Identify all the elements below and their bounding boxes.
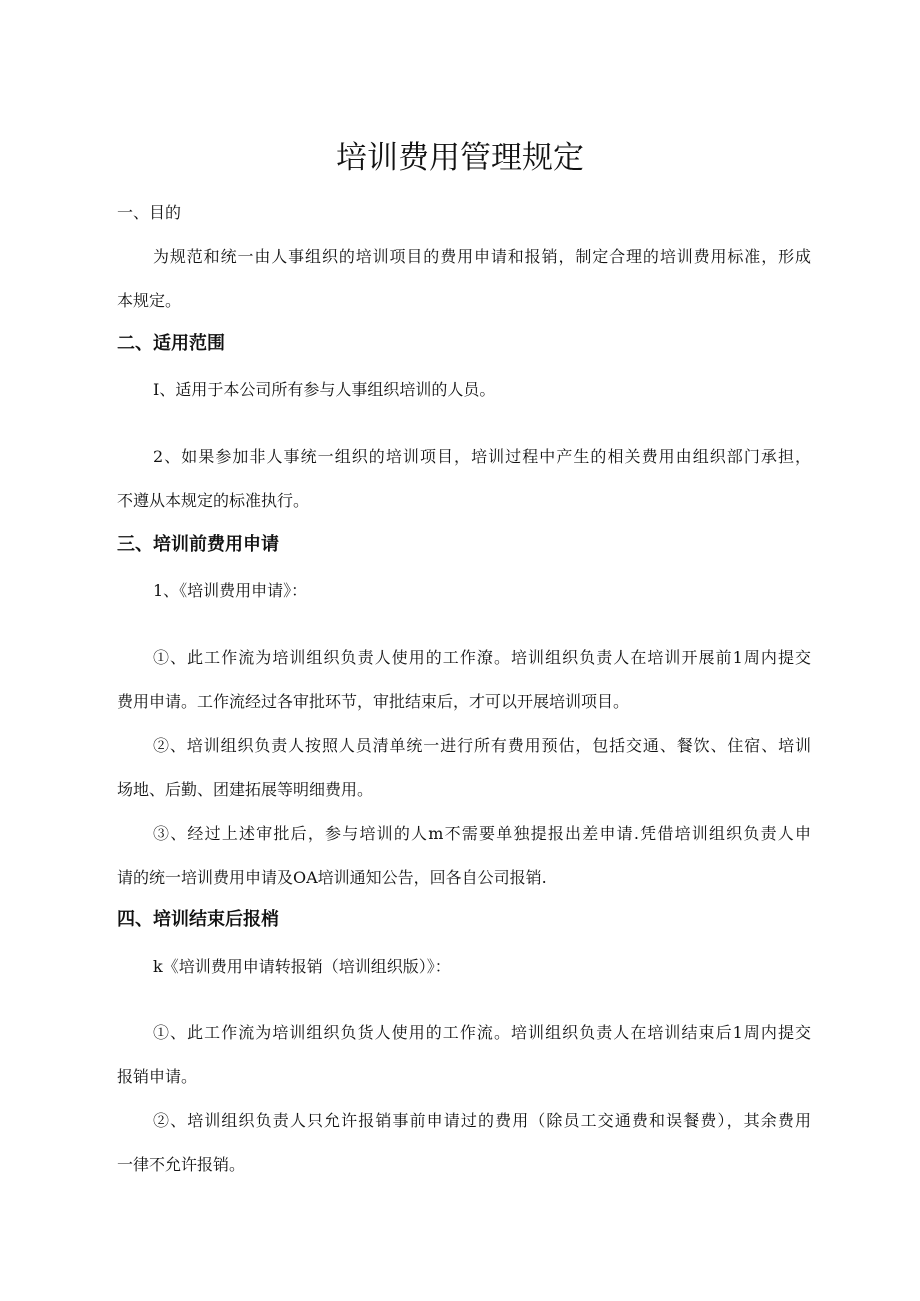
section-heading-post-training-reimbursement: 四、培训结束后报梢 bbox=[117, 909, 279, 930]
section-heading-scope: 二、适用范围 bbox=[117, 333, 225, 354]
clause-line: 报销申请。 bbox=[117, 1067, 198, 1086]
document-title: 培训费用管理规定 bbox=[336, 140, 584, 176]
purpose-paragraph-line: 本规定。 bbox=[117, 291, 182, 310]
purpose-paragraph-line: 为规范和统一由人事组织的培训项目的费用申请和报销，制定合理的培训费用标准，形成 bbox=[153, 247, 811, 266]
clause-line: 费用申请。工作流经过各审批环节，审批结束后，才可以开展培训项目。 bbox=[117, 692, 630, 711]
subsection-title: k《培训费用申请转报销（培训组织版）》： bbox=[153, 957, 451, 976]
clause-line: 一律不允许报销。 bbox=[117, 1155, 246, 1174]
clause-line: ③、经过上述审批后，参与培训的人m不需要单独提报出差申请.凭借培训组织负责人申 bbox=[153, 824, 811, 843]
clause-line: ①、此工作流为培训组织负货人使用的工作流。培训组织负责人在培训结束后1周内提交 bbox=[153, 1023, 811, 1042]
clause-line: ②、培训组织负责人只允许报销事前申请过的费用（除员工交通费和误餐费），其余费用 bbox=[153, 1111, 811, 1130]
section-heading-pre-training-application: 三、培训前费用申请 bbox=[117, 534, 279, 555]
scope-item-2-line: 不遵从本规定的标准执行。 bbox=[117, 491, 310, 510]
clause-line: ②、培训组织负责人按照人员清单统一进行所有费用预估，包括交通、餐饮、住宿、培训 bbox=[153, 736, 811, 755]
scope-item-1: I、适用于本公司所有参与人事组织培训的人员。 bbox=[153, 380, 496, 399]
clause-line: 请的统一培训费用申请及OA培训通知公告，回各自公司报销. bbox=[117, 868, 547, 887]
subsection-title: 1、《培训费用申请》： bbox=[153, 581, 308, 600]
scope-item-2-line: 2、如果参加非人事统一组织的培训项目，培训过程中产生的相关费用由组织部门承担， bbox=[153, 447, 811, 466]
clause-line: 场地、后勤、团建拓展等明细费用。 bbox=[117, 780, 374, 799]
section-heading-purpose: 一、目的 bbox=[117, 203, 182, 222]
clause-line: ①、此工作流为培训组织负责人使用的工作潦。培训组织负责人在培训开展前1周内提交 bbox=[153, 648, 811, 667]
